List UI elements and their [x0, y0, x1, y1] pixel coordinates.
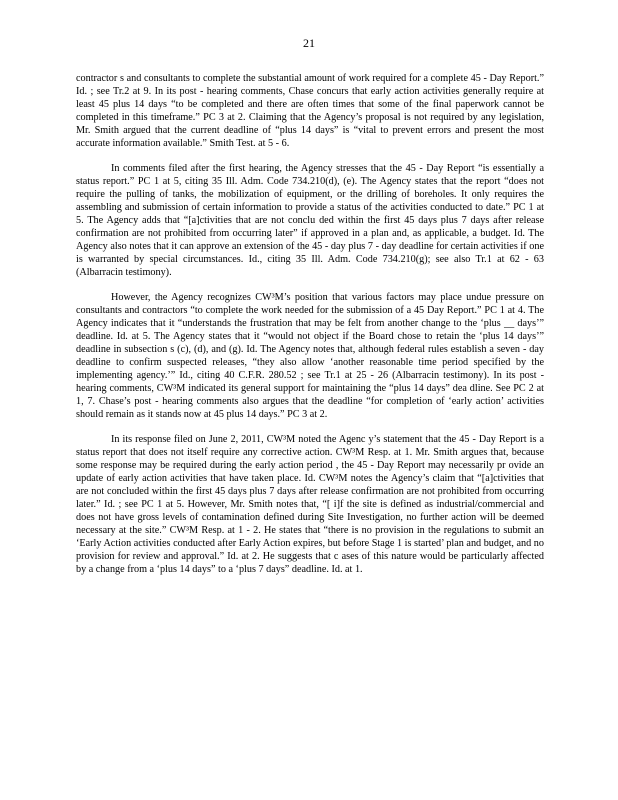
paragraph-continuation: contractor s and consultants to complete the substantial amount of work required for a complete 45 - Day Report.” Id. ; see Tr.2 at 9. In its post - hearing comments, Chase concurs that early action activities generally require at least 45 plus 14 days “to be completed and there are often times that some of the final paperwork cannot be completed in this timeframe.” PC 3 at 2. Claiming that the Agency’s proposal is not required by any legislation, Mr. Smith argued that the current deadline of “plus 14 days” is “vital to prevent errors and present the most accurate information available.” Smith Test. at 5 - 6.: [76, 73, 544, 149]
page-number: 21: [303, 36, 315, 50]
paragraph-agency-comments: In comments filed after the first hearing, the Agency stresses that the 45 - Day Report “is essentially a status report.” PC 1 at 5, citing 35 Ill. Adm. Code 734.210(d), (e). The Agency states that the report “does not require the pulling of tanks, the mobilization of equipment, or the drilling of boreholes. It only requires the assembling and submission of certain information to provide a status of the activities conducted to date.” PC 1 at 5. The Agency adds that “[a]ctivities that are not conclu ded within the first 45 days plus 7 days after release confirmation are not prohibited from occurring later” if approved in a plan and, as applicable, a budget. Id. The Agency also notes that it can approve an extension of the 45 - day plus 7 - day deadline for certain activities if one is warranted by special circumstances. Id., citing 35 Ill. Adm. Code 734.210(g); see also Tr.1 at 62 - 63 (Albarracin testimony).: [76, 163, 544, 278]
document-body: [76, 72, 544, 588]
paragraph-agency-recognizes: However, the Agency recognizes CW³M’s position that various factors may place undue pressure on consultants and contractors “to complete the work needed for the submission of a 45 Day Report.” PC 1 at 4. The Agency indicates that it “understands the frustration that may be felt from another change to the ‘plus __ days’” deadline. Id. at 5. The Agency states that it “would not object if the Board chose to retain the ‘plus 14 days’” deadline in subsection s (c), (d), and (g). Id. The Agency notes that, although federal rules establish a seven - day deadline to confirm suspected releases, “they also allow ‘another reasonable time period specified by the implementing agency.’” Id., citing 40 C.F.R. 280.52 ; see Tr.1 at 25 - 26 (Albarracin testimony). In its post - hearing comments, CW³M indicated its general support for maintaining the “plus 14 days” dea dline. See PC 2 at 1, 7. Chase’s post - hearing comments also argues that the deadline “for completion of ‘early action’ activities should remain as it stands now at 45 plus 14 days.” PC 3 at 2.: [76, 292, 544, 420]
paragraph-cw3m-response: In its response filed on June 2, 2011, CW³M noted the Agenc y’s statement that the 45 - Day Report is a status report that does not itself require any corrective action. CW³M Resp. at 1. Mr. Smith argues that, because some response may be required during the early action period , the 45 - Day Report may necessarily pr ovide an update of early action activities that have taken place. Id. CW³M notes the Agency’s claim that “[a]ctivities that are not concluded within the first 45 days plus 7 days after release confirmation are not prohibited from occurring later.” Id. ; see PC 1 at 5. However, Mr. Smith notes that, “[ i]f the site is defined as industrial/commercial and does not have gross levels of contamination defined during Site Investigation, no further action will be deemed necessary at the site.” CW³M Resp. at 1 - 2. He states that “there is no provision in the regulations to submit an ‘Early Action activities conducted after Early Action expires, but before Stage 1 is started’ plan and budget, and no provision for review and approval.” Id. at 2. He suggests that c ases of this nature would be particularly affected by a change from a ‘plus 14 days” to a ‘plus 7 days” deadline. Id. at 1.: [76, 434, 544, 575]
